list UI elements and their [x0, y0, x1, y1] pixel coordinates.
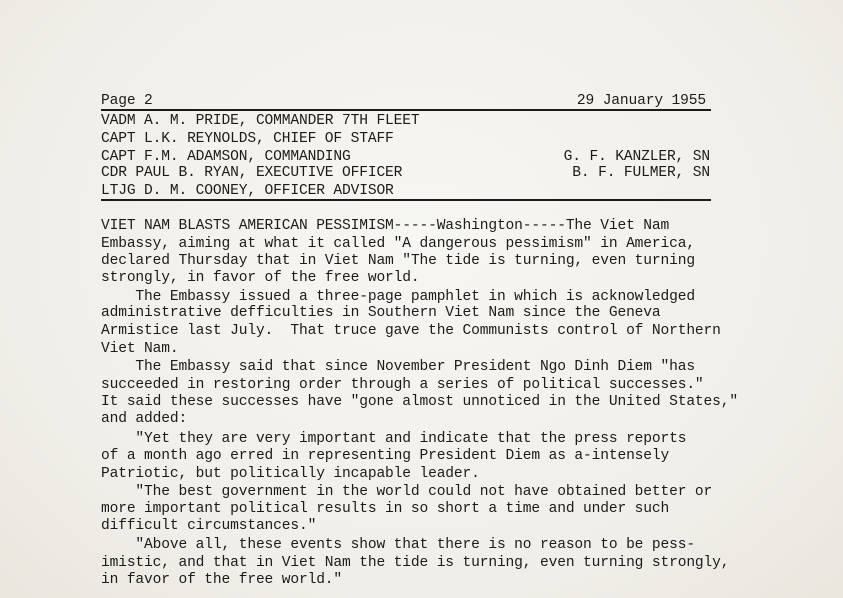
staff-line: VADM A. M. PRIDE, COMMANDER 7TH FLEET [101, 113, 420, 129]
article-line: in favor of the free world." [101, 572, 343, 588]
article-line: The Embassy said that since November President Ngo Dinh Diem "has [101, 359, 695, 375]
editor-line: B. F. FULMER, SN [572, 165, 710, 181]
article-line: "Above all, these events show that there is no reason to be pess- [101, 537, 695, 553]
article-line: imistic, and that in Viet Nam the tide is turning, even turning strongly, [101, 555, 730, 571]
article-line: Armistice last July. That truce gave the Communists control of Northern [101, 323, 721, 339]
article-line: "The best government in the world could not have obtained better or [101, 484, 713, 500]
article-line: It said these successes have "gone almost unnoticed in the United States," [101, 394, 738, 410]
article-line: declared Thursday that in Viet Nam "The tide is turning, even turning [101, 253, 695, 269]
page-number: Page 2 [101, 93, 153, 109]
article-line: Viet Nam. [101, 341, 179, 357]
editor-line: G. F. KANZLER, SN [563, 149, 710, 165]
article-headline-line: VIET NAM BLASTS AMERICAN PESSIMISM-----Washington-----The Viet Nam [101, 218, 670, 234]
article-line: succeeded in restoring order through a series of political successes." [101, 377, 704, 393]
staff-line: CAPT F.M. ADAMSON, COMMANDING [101, 149, 351, 165]
article-line: Patriotic, but politically incapable leader. [101, 466, 480, 482]
article-line: Embassy, aiming at what it called "A dangerous pessimism" in America, [101, 236, 695, 252]
header-bottom-rule [101, 199, 711, 201]
staff-line: LTJG D. M. COONEY, OFFICER ADVISOR [101, 183, 394, 199]
article-line: strongly, in favor of the free world. [101, 270, 420, 286]
article-line: administrative defficulties in Southern Viet Nam since the Geneva [101, 305, 661, 321]
article-line: more important political results in so short a time and under such [101, 501, 670, 517]
header-top-rule [101, 109, 711, 111]
article-line: of a month ago erred in representing President Diem as a-intensely [101, 448, 670, 464]
article-line: and added: [101, 411, 188, 427]
article-line: "Yet they are very important and indicate that the press reports [101, 431, 687, 447]
staff-line: CDR PAUL B. RYAN, EXECUTIVE OFFICER [101, 165, 403, 181]
article-line: difficult circumstances." [101, 518, 317, 534]
issue-date: 29 January 1955 [576, 93, 706, 109]
staff-line: CAPT L.K. REYNOLDS, CHIEF OF STAFF [101, 131, 394, 147]
article-line: The Embassy issued a three-page pamphlet in which is acknowledged [101, 289, 695, 305]
